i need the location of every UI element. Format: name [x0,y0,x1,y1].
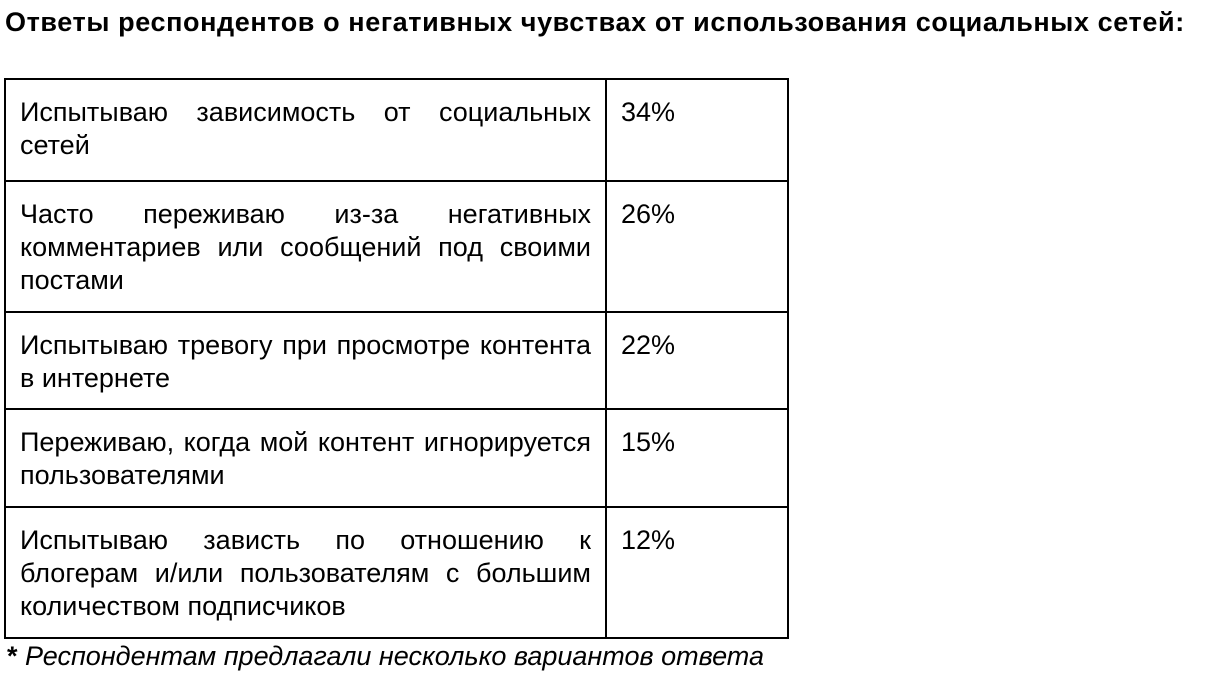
answer-cell: Испытываю зависть по отношению к блогерам и/или пользователям с большим количеством подписчиков [5,507,606,638]
table-row [5,507,788,638]
answer-cell: Переживаю, когда мой контент игнорируется пользователями [5,409,606,507]
table-row [5,312,788,409]
percent-cell: 26% [606,181,788,312]
answer-cell: Испытываю зависимость от социальных сетей [5,79,606,181]
percent-cell: 15% [606,409,788,507]
footnote-marker: * [7,641,18,671]
table-row [5,79,788,181]
page-title: Ответы респондентов о негативных чувствах от использования социальных сетей: [5,7,1185,37]
percent-cell: 34% [606,79,788,181]
percent-cell: 22% [606,312,788,409]
table-row [5,181,788,312]
survey-results-table [4,78,789,639]
footnote [7,638,764,674]
percent-cell: 12% [606,507,788,638]
table-row [5,409,788,507]
footnote-text: Респондентам предлагали несколько вариантов ответа [25,641,764,671]
answer-cell: Часто переживаю из-за негативных комментариев или сообщений под своими постами [5,181,606,312]
answer-cell: Испытываю тревогу при просмотре контента в интернете [5,312,606,409]
